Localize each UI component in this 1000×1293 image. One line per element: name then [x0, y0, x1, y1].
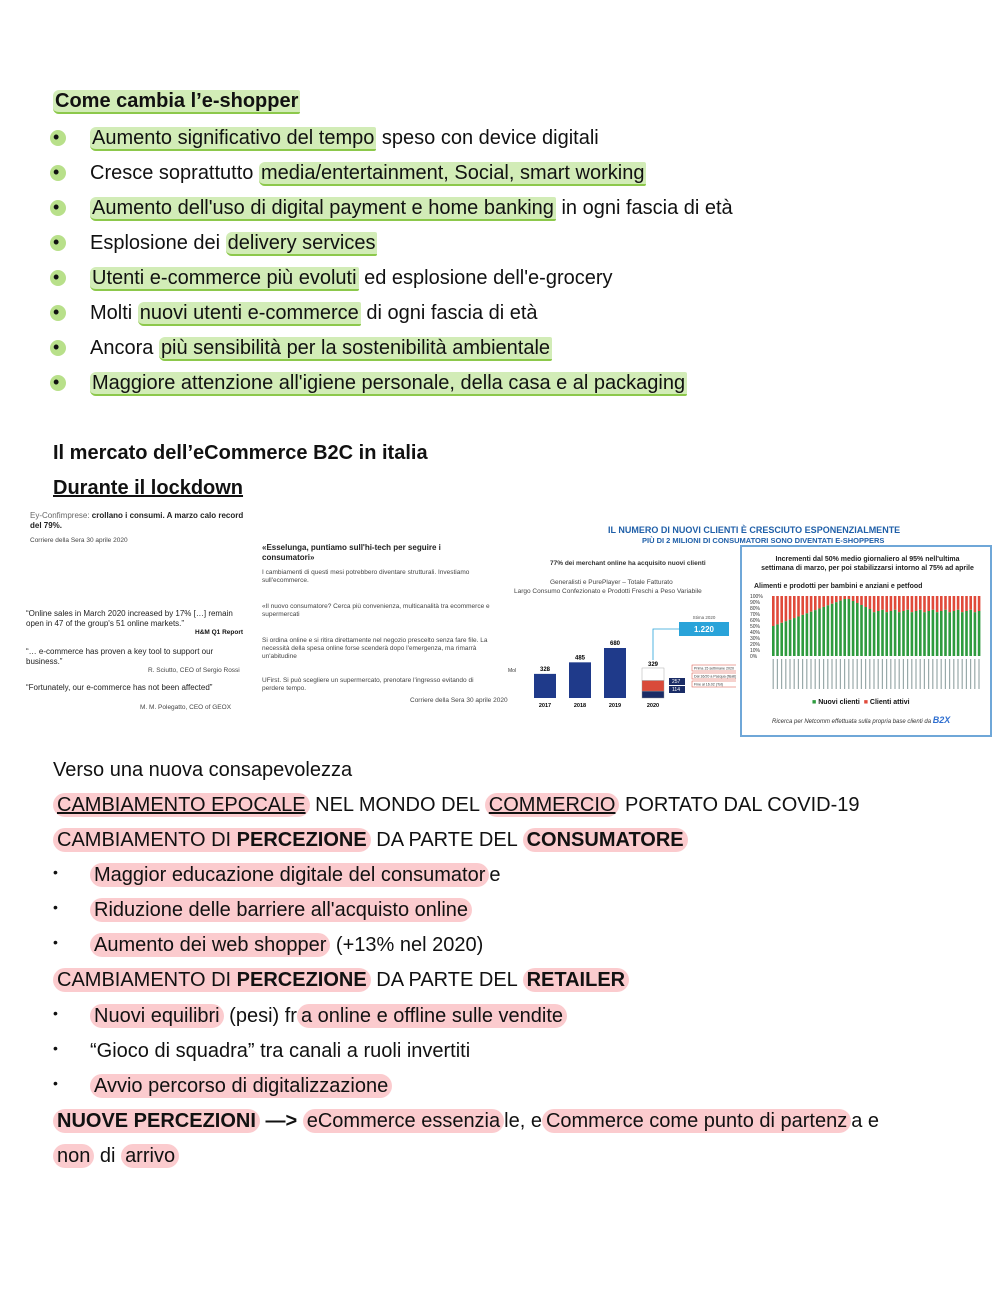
date-tick: [886, 659, 887, 689]
bar-nuovi-clienti: [852, 601, 855, 656]
e-shopper-bullet: [0, 265, 1000, 295]
bar-nuovi-clienti: [911, 612, 914, 656]
bar-clienti-attivi: [948, 596, 951, 612]
highlighted-phrase: Nuovi equilibri: [90, 1004, 224, 1028]
bar-nuovi-clienti: [835, 602, 838, 656]
date-tick: [865, 659, 866, 689]
hl-commercio: COMMERCIO: [485, 793, 620, 817]
bullet-dot: •: [53, 864, 58, 880]
bullet-text: Molti nuovi utenti e-commerce di ogni fascia di età: [90, 302, 538, 324]
category-label: 2018: [573, 703, 587, 709]
date-tick: [924, 659, 925, 689]
bar-value-label: 329: [647, 661, 659, 668]
date-tick: [882, 659, 883, 689]
bar-clienti-attivi: [772, 596, 775, 626]
bar-clienti-attivi: [906, 596, 909, 610]
date-tick: [823, 659, 824, 689]
date-tick: [890, 659, 891, 689]
bar-2020-segment: [642, 691, 664, 698]
y-tick-label: 30%: [750, 636, 761, 642]
turnover-bar-chart: [504, 610, 736, 710]
highlighted-phrase: Maggiore attenzione all'igiene personale, della casa e al packaging: [92, 372, 686, 394]
bar-clienti-attivi: [785, 596, 788, 621]
bar-clienti-attivi: [860, 596, 863, 605]
hl-consumatore: CONSUMATORE: [523, 828, 688, 852]
bar-nuovi-clienti: [860, 605, 863, 656]
bar-nuovi-clienti: [957, 610, 960, 656]
esselunga-title: «Esselunga, puntiamo sull'hi-tech per seguire i consumatori»: [262, 543, 441, 562]
date-tick: [953, 659, 954, 689]
box-footer: Ricerca per Netcomm effettuata sulla propria base clienti da B2X: [772, 715, 951, 725]
date-tick: [785, 659, 786, 689]
section-title-ecommerce-market: Il mercato dell’eCommerce B2C in italia: [53, 442, 428, 464]
bar-clienti-attivi: [873, 596, 876, 612]
esselunga-p1: I cambiamenti di questi mesi potrebbero diventare strutturali. Investiamo sull'ecommerce.: [262, 569, 470, 584]
bar-nuovi-clienti: [881, 610, 884, 656]
bullet-text: Aumento dell'uso di digital payment e home banking in ogni fascia di età: [92, 197, 733, 219]
b2x-logo: B2X: [932, 715, 951, 725]
date-tick: [836, 659, 837, 689]
bar-nuovi-clienti: [898, 612, 901, 656]
bar-clienti-attivi: [839, 596, 842, 601]
bar-nuovi-clienti: [961, 612, 964, 656]
bar-clienti-attivi: [894, 596, 897, 610]
new-clients-subtitle: PIÙ DI 2 MILIONI DI CONSUMATORI SONO DIVENTATI E-SHOPPERS: [642, 536, 885, 545]
quote-geox: “Fortunately, our e-commerce has not been affected”: [26, 683, 213, 692]
date-tick: [789, 659, 790, 689]
bar-clienti-attivi: [869, 596, 872, 609]
bullet-text: [90, 1075, 392, 1098]
date-tick: [962, 659, 963, 689]
estimate-connector: [653, 629, 679, 660]
bar-2020-segment: [642, 680, 664, 691]
date-tick: [802, 659, 803, 689]
bar-nuovi-clienti: [932, 610, 935, 656]
bar-nuovi-clienti: [785, 621, 788, 656]
bar-clienti-attivi: [776, 596, 779, 624]
bar-2018: [569, 662, 591, 698]
merchant-note: 77% dei merchant online ha acquisito nuovi clienti: [550, 560, 706, 567]
bar-nuovi-clienti: [839, 601, 842, 656]
bar-nuovi-clienti: [856, 603, 859, 656]
legend-label: Fine al 16.02 (Tot): [694, 682, 723, 687]
date-tick: [907, 659, 908, 689]
date-tick: [861, 659, 862, 689]
bullet-text: [90, 372, 687, 395]
date-tick: [781, 659, 782, 689]
bullet-text: Maggior educazione digitale del consumator e: [90, 864, 500, 887]
highlighted-phrase: a online e offline sulle vendite: [297, 1004, 567, 1028]
bar-clienti-attivi: [818, 596, 821, 609]
bar-2019: [604, 648, 626, 698]
bar-nuovi-clienti: [915, 611, 918, 656]
box-legend: ■ Nuovi clienti ■ Clienti attivi: [812, 699, 910, 706]
highlighted-phrase: media/entertainment, Social, smart working: [260, 162, 645, 184]
bar-clienti-attivi: [965, 596, 968, 611]
date-tick: [928, 659, 929, 689]
bar-nuovi-clienti: [974, 612, 977, 656]
highlighted-phrase: Aumento significativo del tempo: [92, 127, 375, 149]
y-tick-label: 10%: [750, 648, 761, 654]
date-tick: [957, 659, 958, 689]
bar-caption-1: Generalisti e PurePlayer – Totale Fatturato: [550, 579, 673, 586]
esselunga-source: Corriere della Sera 30 aprile 2020: [410, 697, 508, 704]
bar-nuovi-clienti: [969, 610, 972, 656]
date-tick: [798, 659, 799, 689]
bar-nuovi-clienti: [789, 620, 792, 656]
bar-nuovi-clienti: [843, 599, 846, 656]
bar-clienti-attivi: [827, 596, 830, 605]
bar-clienti-attivi: [885, 596, 888, 612]
date-tick: [852, 659, 853, 689]
bar-nuovi-clienti: [890, 611, 893, 656]
highlighted-phrase: Utenti e-commerce più evoluti: [92, 267, 357, 289]
bar-nuovi-clienti: [772, 626, 775, 656]
bullet-text: [90, 899, 472, 922]
highlighted-phrase: Aumento dell'uso di digital payment e home banking: [92, 197, 554, 219]
e-shopper-bullet: [0, 370, 1000, 400]
highlighted-phrase: Maggior educazione digitale del consumator: [90, 863, 489, 887]
y-tick-label: 40%: [750, 630, 761, 636]
y-tick-label: 60%: [750, 618, 761, 624]
esselunga-p2: «Il nuovo consumatore? Cerca più convenienza, multicanalità tra ecommerce e supermercati: [262, 603, 490, 618]
bullet-text: Aumento significativo del tempo speso con device digitali: [92, 127, 599, 149]
retailer-perception-line: CAMBIAMENTO DI PERCEZIONE DA PARTE DEL RETAILER: [53, 969, 629, 992]
bar-clienti-attivi: [978, 596, 981, 611]
hl-retailer: RETAILER: [523, 968, 630, 992]
date-tick: [949, 659, 950, 689]
date-tick: [819, 659, 820, 689]
retailer-bullet: [0, 1038, 1000, 1068]
hl-cambiamento-epocale: CAMBIAMENTO EPOCALE: [53, 793, 310, 817]
bar-clienti-attivi: [944, 596, 947, 610]
legend-clienti-attivi: Clienti attivi: [869, 699, 910, 706]
e-shopper-bullet: [0, 125, 1000, 155]
box-subtitle: Alimenti e prodotti per bambini e anziani e petfood: [754, 583, 923, 590]
bullet-dot: •: [53, 267, 60, 287]
bullet-text: Aumento dei web shopper (+13% nel 2020): [90, 934, 483, 957]
bar-clienti-attivi: [911, 596, 914, 612]
bar-nuovi-clienti: [894, 610, 897, 656]
bullet-dot: •: [53, 1040, 58, 1056]
date-tick: [857, 659, 858, 689]
bar-clienti-attivi: [864, 596, 867, 607]
bar-nuovi-clienti: [923, 612, 926, 656]
y-tick-label: 80%: [750, 606, 761, 612]
date-tick: [966, 659, 967, 689]
bullet-dot: •: [53, 197, 60, 217]
date-tick: [844, 659, 845, 689]
bar-nuovi-clienti: [776, 624, 779, 656]
date-tick: [777, 659, 778, 689]
quote-source: H&M Q1 Report: [195, 629, 244, 636]
section-title-e-shopper: [53, 90, 300, 113]
bar-clienti-attivi: [848, 596, 851, 599]
y-tick-label: 90%: [750, 600, 761, 606]
date-tick: [894, 659, 895, 689]
bar-nuovi-clienti: [797, 616, 800, 656]
bar-nuovi-clienti: [948, 612, 951, 656]
bar-clienti-attivi: [927, 596, 930, 611]
highlighted-phrase: delivery services: [227, 232, 376, 254]
category-label: 2017: [538, 703, 552, 709]
bar-clienti-attivi: [793, 596, 796, 618]
bullet-text: “Gioco di squadra” tra canali a ruoli invertiti: [90, 1040, 471, 1062]
date-tick: [773, 659, 774, 689]
bullet-text: Cresce soprattutto media/entertainment, Social, smart working: [90, 162, 645, 184]
lockdown-collage: [20, 505, 995, 740]
bullet-text: Utenti e-commerce più evoluti ed esplosione dell'e-grocery: [92, 267, 613, 289]
bar-clienti-attivi: [810, 596, 813, 612]
bullet-text: Nuovi equilibri (pesi) fr a online e offline sulle vendite: [90, 1005, 567, 1028]
section-subtitle-lockdown: Durante il lockdown: [53, 477, 244, 499]
bar-nuovi-clienti: [953, 611, 956, 656]
highlighted-phrase: Avvio percorso di digitalizzazione: [90, 1074, 392, 1098]
bar-clienti-attivi: [969, 596, 972, 610]
bullet-dot: •: [53, 232, 60, 252]
bar-nuovi-clienti: [944, 610, 947, 656]
bar-nuovi-clienti: [818, 609, 821, 656]
bar-nuovi-clienti: [801, 615, 804, 656]
bullet-dot: •: [53, 302, 60, 322]
date-tick: [978, 659, 979, 689]
bar-2020-segment: [642, 668, 664, 680]
bar-clienti-attivi: [890, 596, 893, 611]
quote-ey-confimprese: Ey-Confimprese: crollano i consumi. A marzo calo record del 79%.: [30, 511, 244, 530]
heading-text: Come cambia l’e-shopper: [55, 90, 299, 112]
quote-sergio-rossi: “… e-commerce has proven a key tool to support our business.”: [26, 647, 214, 666]
quote-source: R. Sciutto, CEO of Sergio Rossi: [148, 667, 240, 674]
bullet-dot: •: [53, 1005, 58, 1021]
bullet-dot: •: [53, 127, 60, 147]
bullet-dot: •: [53, 934, 58, 950]
date-tick: [827, 659, 828, 689]
date-tick: [911, 659, 912, 689]
bar-nuovi-clienti: [877, 611, 880, 656]
bullet-dot: •: [53, 372, 60, 392]
bar-nuovi-clienti: [869, 609, 872, 656]
esselunga-p3: Si ordina online e si ritira direttamente nel negozio prescelto senza fare file. La necessità della spesa online forse scenderà dopo l'emergenza, ma rimarrà un'abitudine: [262, 637, 488, 660]
bar-nuovi-clienti: [822, 607, 825, 656]
consumer-bullet: [0, 932, 1000, 962]
category-label: 2019: [608, 703, 622, 709]
bar-nuovi-clienti: [864, 607, 867, 656]
bar-clienti-attivi: [814, 596, 817, 610]
date-tick: [869, 659, 870, 689]
bar-clienti-attivi: [974, 596, 977, 612]
bar-clienti-attivi: [940, 596, 943, 611]
bar-clienti-attivi: [801, 596, 804, 615]
date-tick: [941, 659, 942, 689]
date-tick: [878, 659, 879, 689]
estimate-value: 1.220: [693, 625, 715, 634]
bar-clienti-attivi: [843, 596, 846, 599]
highlighted-phrase: nuovi utenti e-commerce: [139, 302, 359, 324]
bullet-dot: •: [53, 899, 58, 915]
bar-clienti-attivi: [877, 596, 880, 611]
bar-clienti-attivi: [822, 596, 825, 607]
y-tick-label: 50%: [750, 624, 761, 630]
bar-nuovi-clienti: [940, 611, 943, 656]
consumer-perception-line: CAMBIAMENTO DI PERCEZIONE DA PARTE DEL CONSUMATORE: [53, 829, 688, 852]
bullet-dot: •: [53, 337, 60, 357]
e-shopper-bullet: [0, 160, 1000, 190]
date-tick: [945, 659, 946, 689]
bar-clienti-attivi: [932, 596, 935, 610]
new-perceptions-line-2: non di arrivo: [53, 1145, 179, 1168]
new-vs-active-chart: [750, 593, 986, 703]
bar-clienti-attivi: [898, 596, 901, 612]
bar-nuovi-clienti: [810, 612, 813, 656]
bullet-dot: •: [53, 162, 60, 182]
bar-nuovi-clienti: [780, 623, 783, 656]
bar-value-label: 328: [539, 666, 551, 673]
bar-clienti-attivi: [856, 596, 859, 603]
bar-clienti-attivi: [915, 596, 918, 611]
e-shopper-bullet: [0, 300, 1000, 330]
bar-nuovi-clienti: [936, 612, 939, 656]
bullet-text: Esplosione dei delivery services: [90, 232, 376, 254]
bullet-text: Ancora più sensibilità per la sostenibilità ambientale: [90, 337, 551, 359]
date-tick: [903, 659, 904, 689]
awareness-intro: Verso una nuova consapevolezza: [53, 759, 353, 781]
quote-hm: “Online sales in March 2020 increased by 17% […] remain open in 47 of the group's 51 online markets.”: [26, 609, 233, 628]
bar-nuovi-clienti: [978, 611, 981, 656]
date-tick: [936, 659, 937, 689]
estimate-label: Stima 2020: [692, 615, 716, 620]
bar-clienti-attivi: [957, 596, 960, 610]
bar-clienti-attivi: [835, 596, 838, 602]
date-tick: [794, 659, 795, 689]
bar-clienti-attivi: [797, 596, 800, 616]
new-clients-box: [740, 545, 992, 737]
consumer-bullet: [0, 862, 1000, 892]
bar-caption-2: Largo Consumo Confezionato e Prodotti Freschi a Peso Variabile: [514, 588, 702, 595]
category-label: 2020: [646, 703, 660, 709]
bar-nuovi-clienti: [806, 613, 809, 656]
e-shopper-bullet: [0, 195, 1000, 225]
e-shopper-bullet: [0, 335, 1000, 365]
legend-label: Prima 15 settimane 2020: [694, 666, 734, 671]
bar-clienti-attivi: [881, 596, 884, 610]
bar-clienti-attivi: [852, 596, 855, 601]
bar-clienti-attivi: [961, 596, 964, 612]
bar-clienti-attivi: [831, 596, 834, 604]
bar-nuovi-clienti: [906, 610, 909, 656]
legend-nuovi-clienti: Nuovi clienti: [818, 699, 860, 706]
date-tick: [899, 659, 900, 689]
y-tick-label: 70%: [750, 612, 761, 618]
bar-nuovi-clienti: [793, 618, 796, 656]
unit-label: Mol: [508, 668, 517, 674]
highlighted-phrase: Aumento dei web shopper: [90, 933, 330, 957]
date-tick: [831, 659, 832, 689]
date-tick: [873, 659, 874, 689]
bar-nuovi-clienti: [902, 611, 905, 656]
bar-nuovi-clienti: [827, 605, 830, 656]
new-clients-title: IL NUMERO DI NUOVI CLIENTI È CRESCIUTO ESPONENZIALMENTE: [608, 525, 901, 535]
bar-nuovi-clienti: [848, 599, 851, 656]
date-tick: [840, 659, 841, 689]
date-tick: [806, 659, 807, 689]
bar-clienti-attivi: [806, 596, 809, 613]
esselunga-p4: UFirst. Si può scegliere un supermercato, prenotare l'ingresso evitando di perdere tempo.: [262, 677, 474, 692]
bar-value-label: 485: [574, 655, 586, 662]
bar-nuovi-clienti: [831, 604, 834, 656]
retailer-bullet: [0, 1073, 1000, 1103]
y-tick-label: 20%: [750, 642, 761, 648]
date-tick: [974, 659, 975, 689]
quote-source: Corriere della Sera 30 aprile 2020: [30, 537, 128, 544]
e-shopper-bullet: [0, 230, 1000, 260]
consumer-bullet: [0, 897, 1000, 927]
date-tick: [932, 659, 933, 689]
bar-nuovi-clienti: [927, 611, 930, 656]
highlighted-phrase: più sensibilità per la sostenibilità ambientale: [160, 337, 551, 359]
bar-clienti-attivi: [902, 596, 905, 611]
date-tick: [815, 659, 816, 689]
bullet-dot: •: [53, 1075, 58, 1091]
retailer-bullet: [0, 1003, 1000, 1033]
highlighted-phrase: Riduzione delle barriere all'acquisto online: [90, 898, 472, 922]
quote-source: M. M. Polegatto, CEO of GEOX: [140, 704, 232, 711]
bar-clienti-attivi: [780, 596, 783, 623]
y-tick-label: 0%: [750, 654, 758, 660]
bar-clienti-attivi: [923, 596, 926, 612]
bar-clienti-attivi: [919, 596, 922, 610]
bar-clienti-attivi: [936, 596, 939, 612]
bar-nuovi-clienti: [814, 610, 817, 656]
date-tick: [970, 659, 971, 689]
bar-nuovi-clienti: [885, 612, 888, 656]
stack-value-label: 257: [672, 679, 681, 685]
bar-2017: [534, 674, 556, 698]
bar-nuovi-clienti: [873, 612, 876, 656]
bar-nuovi-clienti: [965, 611, 968, 656]
bar-clienti-attivi: [953, 596, 956, 611]
date-tick: [915, 659, 916, 689]
date-tick: [848, 659, 849, 689]
bar-nuovi-clienti: [919, 610, 922, 656]
date-tick: [920, 659, 921, 689]
legend-label: Dal 16/20 a Pasqua (fisati): [694, 674, 736, 679]
date-tick: [810, 659, 811, 689]
hl-nuove-percezioni: NUOVE PERCEZIONI: [53, 1109, 260, 1133]
epochal-change-line: CAMBIAMENTO EPOCALE NEL MONDO DEL COMMERCIO PORTATO DAL COVID-19: [53, 794, 860, 817]
bar-value-label: 680: [609, 641, 621, 647]
stack-value-label: 114: [672, 687, 680, 693]
new-perceptions-line: NUOVE PERCEZIONI —> eCommerce essenzia le, e Commerce come punto di partenz a e: [53, 1110, 879, 1133]
box-text: Incrementi dal 50% medio giornaliero al 95% nell'ultima settimana di marzo, per poi stabilizzarsi intorno al 75% ad aprile: [761, 556, 974, 572]
bar-clienti-attivi: [789, 596, 792, 620]
y-tick-label: 100%: [750, 594, 763, 600]
